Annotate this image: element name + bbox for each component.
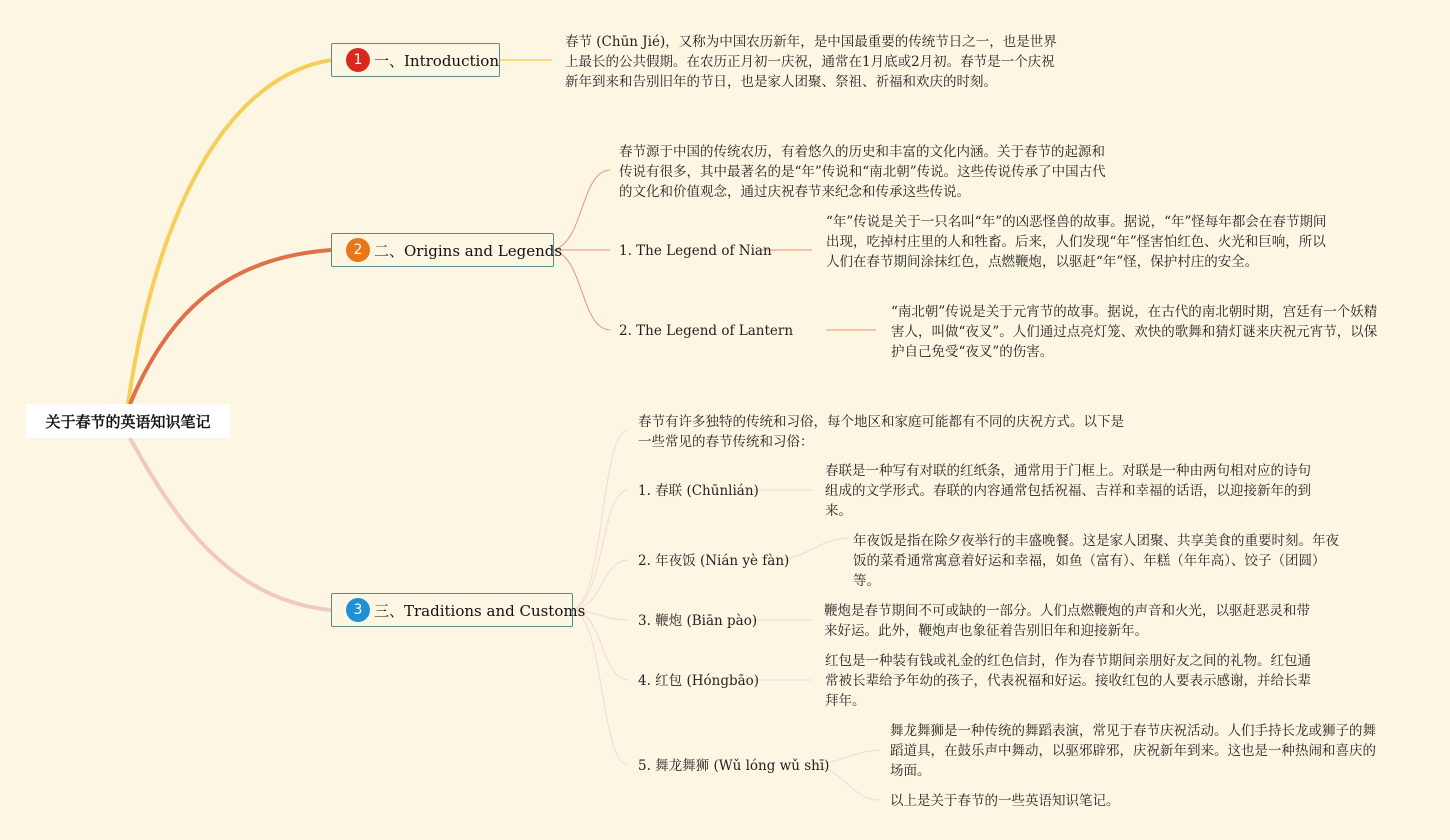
custom-wulongwushi-node[interactable]: 5. 舞龙舞狮 (Wǔ lóng wǔ shī) (638, 758, 830, 774)
custom-hongbao-text: 红包是一种装有钱或礼金的红色信封，作为春节期间亲朋好友之间的礼物。红包通常被长辈给予年幼的孩子，代表祝福和好运。接收红包的人要表示感谢，并给长辈拜年。 (825, 653, 1311, 709)
branch-origins-legends[interactable] (331, 233, 563, 267)
connector-b2-c2 (554, 250, 610, 330)
introduction-text: 春节 (Chūn Jié)，又称为中国农历新年，是中国最重要的传统节日之一，也是世界上最长的公共假期。在农历正月初一庆祝，通常在1月底或2月初。春节是一个庆祝新年到来和告别旧年的节日，也是家人团聚、祭祖、祈福和欢庆的时刻。 (565, 34, 1057, 90)
legend-lantern-node[interactable]: 2. The Legend of Lantern (619, 323, 794, 339)
origins-intro-text: 春节源于中国的传统农历，有着悠久的历史和丰富的文化内涵。关于春节的起源和传说有很多，其中最著名的是“年”传说和“南北朝”传说。这些传说传承了中国古代的文化和价值观念，通过庆祝春节来纪念和传承这些传说。 (619, 144, 1106, 200)
connector-b3-c1 (573, 490, 628, 610)
custom-bianpao-text: 鞭炮是春节期间不可或缺的一部分。人们点燃鞭炮的声音和火光，以驱赶恶灵和带来好运。此外，鞭炮声也象征着告别旧年和迎接新年。 (824, 603, 1310, 639)
branch-label: 三、Traditions and Customs (374, 601, 586, 620)
custom-chunlian-node[interactable]: 1. 春联 (Chūnlián) (638, 483, 759, 499)
branch-traditions-customs[interactable] (331, 593, 586, 627)
number-badge: 3 (346, 598, 370, 622)
branch-label: 二、Origins and Legends (374, 241, 563, 260)
custom-bianpao-node[interactable]: 3. 鞭炮 (Biān pào) (638, 613, 758, 629)
closing-note-text: 以上是关于春节的一些英语知识笔记。 (890, 793, 1120, 809)
custom-wulongwushi-text: 舞龙舞狮是一种传统的舞蹈表演，常见于春节庆祝活动。人们手持长龙或狮子的舞蹈道具，在鼓乐声中舞动，以驱邪辟邪，庆祝新年到来。这也是一种热闹和喜庆的场面。 (890, 723, 1376, 779)
connector-root-branch-2 (130, 250, 331, 404)
custom-hongbao-node[interactable]: 4. 红包 (Hóngbāo) (638, 673, 760, 689)
legend-nian-node[interactable]: 1. The Legend of Nian (619, 243, 772, 259)
connector-b2-intro (554, 170, 610, 250)
connector-b3-c5 (573, 610, 628, 765)
custom-nianyefan-text: 年夜饭是指在除夕夜举行的丰盛晚餐。这是家人团聚、共享美食的重要时刻。年夜饭的菜肴通常寓意着好运和幸福，如鱼（富有）、年糕（年年高）、饺子（团圆）等。 (853, 533, 1339, 589)
number-badge: 2 (346, 238, 370, 262)
traditions-intro-text: 春节有许多独特的传统和习俗，每个地区和家庭可能都有不同的庆祝方式。以下是一些常见的春节传统和习俗： (638, 414, 1124, 450)
custom-chunlian-text: 春联是一种写有对联的红纸条，通常用于门框上。对联是一种由两句相对应的诗句组成的文学形式。春联的内容通常包括祝福、吉祥和幸福的话语，以迎接新年的到来。 (825, 463, 1311, 519)
connector-root-branch-3 (130, 438, 331, 610)
number-badge: 1 (346, 48, 370, 72)
branch-introduction[interactable] (331, 43, 500, 77)
connector-b3-c4 (573, 610, 628, 680)
custom-nianyefan-node[interactable]: 2. 年夜饭 (Nián yè fàn) (638, 553, 790, 569)
root-topic[interactable]: 关于春节的英语知识笔记 (26, 404, 230, 438)
branch-label: 一、Introduction (374, 51, 499, 70)
legend-lantern-text: “南北朝”传说是关于元宵节的故事。据说，在古代的南北朝时期，宫廷有一个妖精害人，叫做“夜叉”。人们通过点亮灯笼、欢快的歌舞和猜灯谜来庆祝元宵节，以保护自己免受“夜叉”的伤害。 (891, 304, 1378, 360)
legend-nian-text: “年”传说是关于一只名叫“年”的凶恶怪兽的故事。据说，“年”怪每年都会在春节期间出现，吃掉村庄里的人和牲畜。后来，人们发现“年”怪害怕红色、火光和巨响，所以人们在春节期间涂抹红色，点燃鞭炮，以驱赶“年”怪，保护村庄的安全。 (826, 214, 1327, 270)
connector-b3-intro (573, 430, 628, 610)
